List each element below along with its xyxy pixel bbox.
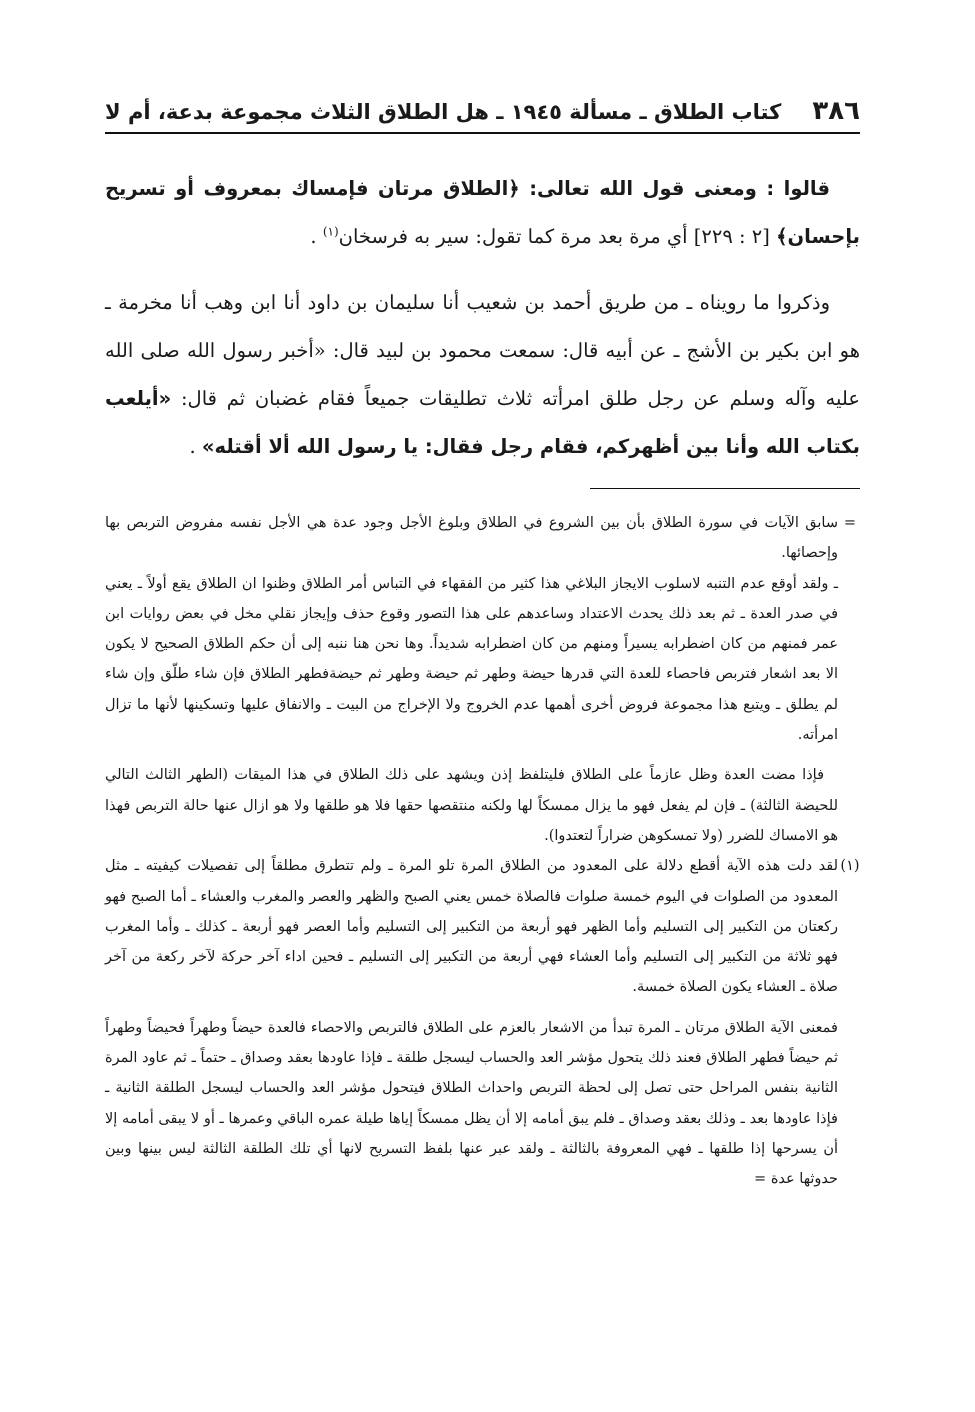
hadith-quote: «أيلعب بكتاب الله وأنا بين أظهركم، فقام رجل فقال: يا رسول الله ألا أقتله» (105, 387, 860, 458)
paragraph-2-end: . (189, 435, 202, 458)
paragraph-1 (105, 165, 860, 261)
running-title: كتاب الطلاق ـ مسألة ١٩٤٥ ـ هل الطلاق الثلاث مجموعة بدعة، أم لا (105, 100, 782, 124)
footnote-continuation (105, 508, 860, 851)
footnote-1-marker: (١) (840, 858, 860, 875)
footnote-paragraph (105, 1013, 838, 1195)
quran-verse: ﴿الطلاق مرتان فإمساك بمعروف أو تسريح بإحسان﴾ (105, 177, 860, 248)
quote-lead: قالوا : ومعنى قول الله تعالى: (519, 177, 830, 200)
continuation-marker: = (843, 515, 857, 531)
paragraph-2 (105, 279, 860, 471)
footnote-mark-1[interactable]: (١) (322, 224, 339, 239)
page-number: ٣٨٦ (812, 96, 860, 126)
footnote-paragraph: ـ ولقد أوقع عدم التنبه لاسلوب الايجاز البلاغي هذا كثير من الفقهاء في التباس أمر الطلاق وظنوا ان الطلاق يقع أولاً ـ يعني في صدر العدة ـ ثم بعد ذلك يحدث الاعتداد وساعدهم على هذا التصور وقوع حذف وإيجاز نقلي مخل في بعض روايات ابن عمر فمنهم من كان اضطرابه يسيراً ومنهم من كان اضطرابه شديداً. وها نحن هنا ننبه إلى أن حكم الطلاق الصحيح لا يكون الا بعد اشعار فتربص فاحصاء للعدة التي قدرها حيضة وطهر ثم حيضة وطهر ثم حيضةفطهر الطلاق فإن شاء طلّق وإن شاء لم يطلق ـ ويتبع هذا مجموعة فروض أخرى أهمها عدم الخروج ولا الإخراج من البيت ـ والانفاق عليها وتسكينها لأنها ما تزال امرأته. (105, 575, 838, 744)
footnote-paragraph: سابق الآيات في سورة الطلاق بأن بين الشروع في الطلاق وبلوغ الأجل وجود عدة هي الأجل نفسه مفروض التربص بها وإحصائها. (105, 515, 838, 562)
paragraph-1-end: . (310, 225, 323, 248)
verse-reference: [٢ : ٢٢٩] أي مرة بعد مرة كما تقول: سير به فرسخان (338, 225, 777, 248)
hadith-chain: وذكروا ما رويناه ـ من طريق أحمد بن شعيب أنا سليمان بن داود أنا ابن وهب أنا مخرمة ـ هو ابن بكير بن الأشج ـ عن أبيه قال: سمعت محمود بن لبيد قال: «أخبر رسول الله صلى الله عليه وآله وسلم عن رجل طلق امرأته ثلاث تطليقات جميعاً فقام غضبان ثم قال: (105, 291, 860, 410)
main-text (105, 165, 860, 471)
footnotes (105, 508, 860, 1195)
continued-marker: = (754, 1171, 767, 1188)
footnote-paragraph: فإذا مضت العدة وظل عازماً على الطلاق فليتلفظ إذن ويشهد على ذلك الطلاق في هذا الميقات (الطهر الثالث التالي للحيضة الثالثة) ـ فإن لم يفعل فهو ما يزال ممسكاً لها ولكنه منتقصها حقها فلا هو طلقها ولا هو ازال عنها حالة التربص فهذا هو الامساك للضرر (ولا تمسكوهن ضراراً لتعتدوا). (105, 767, 838, 844)
footnote-text: فمعنى الآية الطلاق مرتان ـ المرة تبدأ من الاشعار بالعزم على الطلاق فالتربص والاحصاء فالعدة حيضاً وطهراً فحيضاً وطهراً ثم حيضاً فطهر الطلاق فعند ذلك يتحول مؤشر العد والحساب ليسجل طلقة ـ فإذا عاودها بعقد وصداق ـ حتماً ـ ثم عاود المرة الثانية بنفس المراحل حتى تصل إلى لحظة التربص واحداث الطلاق فيتحول مؤشر العد والحساب ليسجل الطلقة الثانية ـ فإذا عاودها بعد ـ وذلك بعقد وصداق ـ فلم يبق أمامه إلا أن يظل ممسكاً إياها طيلة عمره الباقي وعمرها ـ أو لا يبقى أمامه إلا أن يسرحها إذا طلقها ـ فهي المعروفة بالثالثة ـ ولقد عبر عنها بلفظ التسريح لانها أي تلك الطلقة الثالثة ليس بينها وبين حدوثها عدة (105, 1019, 838, 1188)
footnote-paragraph: لقد دلت هذه الآية أقطع دلالة على المعدود من الطلاق المرة تلو المرة ـ ولم تتطرق مطلقاً إلى تفصيلات كيفيته ـ مثل المعدود من الصلوات في اليوم خمسة صلوات فالصلاة خمس يعني الصبح والظهر والعصر والمغرب والعشاء ـ أما الصبح فهو ركعتان من التكبير إلى التسليم وأما الظهر فهو أربعة من التكبير إلى التسليم وأما العصر فهو أربعة ـ كذلك ـ وأما المغرب فهو ثلاثة من التكبير إلى التسليم وأما العشاء فهي أربعة من التكبير إلى التسليم ـ فحين اداء آخر حركة لآخر ركعة من آخر صلاة ـ العشاء يكون الصلاة خمسة. (105, 858, 838, 996)
page-header (105, 92, 860, 134)
footnote-1 (105, 851, 860, 1194)
footnote-separator (590, 488, 860, 489)
